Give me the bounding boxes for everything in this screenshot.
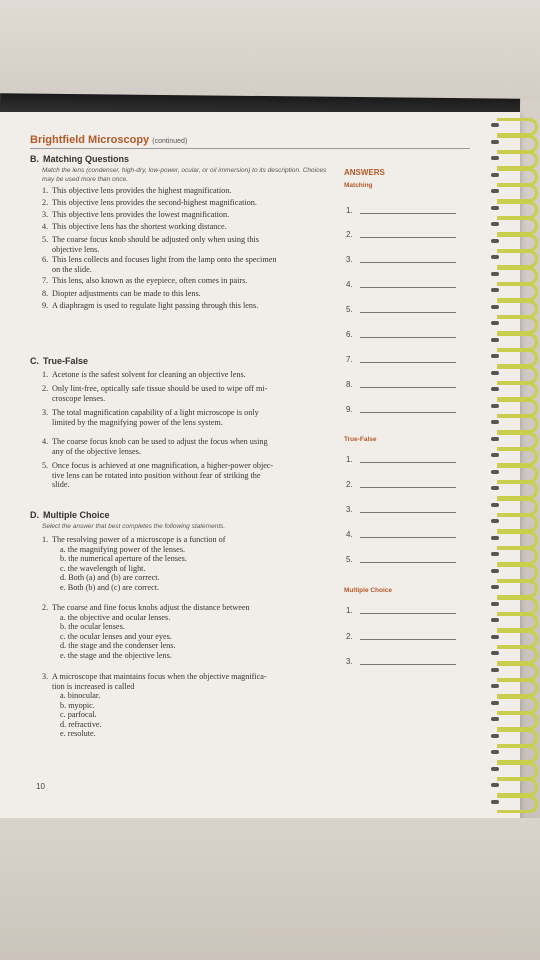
answer-underline[interactable] [360,412,456,413]
answers-heading: ANSWERS [344,168,385,177]
answer-option: c. the ocular lenses and your eyes. [60,631,172,641]
question-stem [42,603,338,613]
answer-number: 2. [346,632,353,641]
question-text: This objective lens provides the second-highest magnification. [52,198,257,207]
question-text: Only lint-free, optically safe tissue should be used to wipe off mi- [52,384,268,393]
answer-blank[interactable] [346,505,353,514]
answer-blank[interactable] [346,355,353,364]
spiral-coil [497,432,538,450]
matching-question [42,235,332,254]
question-text: Once focus is achieved at one magnification, a higher-power objec- [52,461,274,470]
question-line [42,245,332,255]
question-text: Acetone is the safest solvent for cleaning an objective lens. [52,370,246,379]
question-number: 6. [42,255,49,264]
spiral-binding [498,112,540,812]
question-line [42,471,334,481]
matching-question [42,276,332,286]
answer-option: d. refractive. [60,719,102,729]
spiral-coil [497,663,538,681]
multiple-choice-question [42,535,338,592]
question-number: 9. [42,301,49,310]
multiple-choice-question [42,672,338,739]
matching-question [42,186,332,196]
answer-number: 3. [346,657,353,666]
question-line [42,301,332,311]
spiral-coil [497,250,538,268]
question-text: The coarse focus knob can be used to adjust the focus when using [52,437,268,446]
answer-underline[interactable] [360,613,456,614]
question-text: This lens collects and focuses light from the lamp onto the specimen [52,255,277,264]
answer-number: 3. [346,255,353,264]
question-stem [42,682,338,692]
section-c-title: C. True-False [30,356,89,366]
answer-underline[interactable] [360,312,456,313]
question-number: 5. [42,461,49,470]
answer-option: a. the magnifying power of the lenses. [60,544,186,554]
answer-number: 3. [346,505,353,514]
spiral-coil [497,399,538,417]
answer-option: c. the wavelength of light. [60,563,146,573]
question-text: any of the objective lenses. [52,446,141,456]
header-subtitle: (continued) [152,138,188,145]
question-line [42,198,332,208]
answer-blank[interactable] [346,330,353,339]
answer-option: a. binocular. [60,691,101,700]
answer-underline[interactable] [360,487,456,488]
question-line [42,222,332,232]
spiral-coil [497,745,538,763]
matching-question [42,222,332,232]
spiral-coil [497,514,538,532]
section-b-instructions: Match the lens (condenser, high-dry, low-power, ocular, or oil immersion) to its description. Choices may be used more than once. [42,167,327,183]
question-text: A microscope that maintains focus when the objective magnifica- [52,672,267,681]
spiral-coil [497,151,538,169]
question-text: This objective lens provides the highest magnification. [52,186,232,195]
answer-blank[interactable] [346,405,353,414]
answer-blank[interactable] [346,230,353,239]
spiral-coil [497,696,538,714]
answer-number: 1. [346,455,353,464]
spiral-coil [497,712,538,730]
section-b-title: B. Matching Questions [30,154,130,164]
answer-blank[interactable] [346,255,353,264]
answer-underline[interactable] [360,362,456,363]
true-false-question [42,437,334,456]
answer-blank[interactable] [346,632,353,641]
spiral-coil [497,448,538,466]
answer-blank[interactable] [346,206,353,215]
spiral-coil [497,349,538,367]
answer-blank[interactable] [346,455,353,464]
question-line [42,408,334,418]
question-number: 2. [42,384,49,393]
question-line [42,447,334,457]
question-text: objective lens. [52,244,100,254]
answer-underline[interactable] [360,639,456,640]
spiral-coil [497,729,538,747]
page-header [30,134,187,146]
spiral-coil [497,613,538,631]
header-title: Brightfield Microscopy [30,134,150,146]
spiral-coil [497,465,538,483]
spiral-coil [497,300,538,318]
true-false-question [42,408,334,427]
answer-underline[interactable] [360,562,456,563]
question-number: 7. [42,276,49,285]
table-surface-top [0,0,540,100]
answer-option: e. the stage and the objective lens. [60,650,172,660]
question-line [42,289,332,299]
spiral-coil [497,564,538,582]
answer-blank[interactable] [346,305,353,314]
question-number: 2. [42,603,49,612]
question-text: croscope lenses. [52,393,106,403]
spiral-coil [497,630,538,648]
question-number: 2. [42,198,49,207]
question-number: 1. [42,370,49,379]
true-false-question [42,370,334,380]
question-line [42,480,334,490]
spiral-coil [497,201,538,219]
question-number: 3. [42,210,49,219]
answer-underline[interactable] [360,337,456,338]
question-line [42,418,334,428]
question-text: This lens, also known as the eyepiece, often comes in pairs. [52,276,248,285]
matching-question [42,210,332,220]
spiral-coil [497,646,538,664]
spiral-coil [497,415,538,433]
question-text: The resolving power of a microscope is a function of [52,535,226,544]
spiral-coil [497,366,538,384]
answer-blank[interactable] [346,657,353,666]
spiral-coil [497,597,538,615]
question-text: slide. [52,480,70,489]
question-text: tive lens can be rotated into position without fear of striking the [52,470,261,480]
answer-option: b. the numerical aperture of the lenses. [60,554,187,563]
answer-number: 5. [346,555,353,564]
answer-option: b. the ocular lenses. [60,622,125,631]
question-line [42,461,334,471]
spiral-coil [497,118,538,136]
answer-number: 5. [346,305,353,314]
spiral-coil [497,135,538,153]
spiral-coil [497,547,538,565]
question-line [42,186,332,196]
question-text: The total magnification capability of a light microscope is only [52,408,259,417]
section-d-title: D. Multiple Choice [30,510,110,520]
question-line [42,276,332,286]
section-d-instructions: Select the answer that best completes the following statements. [42,523,226,530]
question-number: 8. [42,289,49,298]
multiple-choice-question [42,603,338,660]
spiral-coil [497,234,538,252]
answer-option: e. resolute. [60,729,96,738]
question-line [42,265,332,275]
answer-underline[interactable] [360,237,456,238]
answer-number: 6. [346,330,353,339]
answer-number: 4. [346,530,353,539]
question-text: on the slide. [52,264,92,274]
answer-option: c. parfocal. [60,710,97,719]
question-line [42,394,334,404]
answers-tf-label: True-False [344,436,377,443]
answer-underline[interactable] [360,664,456,665]
table-surface-bottom [0,818,540,960]
answer-number: 1. [346,206,353,215]
answer-option: b. myopic. [60,700,95,710]
header-divider [30,148,470,149]
spiral-coil [497,778,538,796]
question-number: 4. [42,222,49,231]
answer-number: 8. [346,380,353,389]
spiral-coil [497,267,538,285]
spiral-coil [497,333,538,351]
answer-number: 7. [346,355,353,364]
answer-underline[interactable] [360,287,456,288]
answer-number: 2. [346,230,353,239]
spiral-coil [497,217,538,235]
spiral-coil [497,795,538,813]
question-text: A diaphragm is used to regulate light passing through this lens. [52,301,259,310]
question-number: 3. [42,672,49,681]
matching-question [42,301,332,311]
spiral-coil [497,762,538,780]
question-line [42,210,332,220]
matching-question [42,255,332,274]
spiral-coil [497,679,538,697]
answer-blank[interactable] [346,480,353,489]
answer-blank[interactable] [346,530,353,539]
answer-underline[interactable] [360,213,456,214]
question-line [42,255,332,265]
answer-number: 2. [346,480,353,489]
spiral-coil [497,382,538,400]
question-number: 1. [42,186,49,195]
question-line [42,370,334,380]
true-false-question [42,384,334,403]
matching-question [42,289,332,299]
question-line [42,437,334,447]
answer-option: d. Both (a) and (b) are correct. [60,573,160,582]
answer-underline[interactable] [360,537,456,538]
question-line [42,384,334,394]
question-stem [42,672,338,682]
answer-number: 9. [346,405,353,414]
question-text: tion is increased is called [52,681,135,691]
spiral-coil [497,531,538,549]
matching-question [42,198,332,208]
spiral-coil [497,481,538,499]
question-text: This objective lens provides the lowest magnification. [52,210,230,219]
answer-option: a. the objective and ocular lenses. [60,612,171,622]
question-text: This objective lens has the shortest working distance. [52,222,227,231]
question-number: 1. [42,535,49,544]
answer-option: e. Both (b) and (c) are correct. [60,582,160,592]
answer-blank[interactable] [346,606,353,615]
answer-underline[interactable] [360,462,456,463]
answer-blank[interactable] [346,380,353,389]
answer-blank[interactable] [346,280,353,289]
question-text: The coarse focus knob should be adjusted only when using this [52,235,259,244]
question-number: 4. [42,437,49,446]
page-number: 10 [36,782,45,791]
spiral-coil [497,184,538,202]
spiral-coil [497,316,538,334]
spiral-coil [497,580,538,598]
answer-underline[interactable] [360,512,456,513]
answers-mc-label: Multiple Choice [344,587,393,594]
true-false-question [42,461,334,490]
answer-underline[interactable] [360,387,456,388]
question-text: The coarse and fine focus knobs adjust the distance between [52,603,250,612]
spiral-coil [497,168,538,186]
answer-number: 4. [346,280,353,289]
answer-number: 1. [346,606,353,615]
spiral-coil [497,498,538,516]
answers-matching-label: Matching [344,182,373,189]
spiral-coil [497,283,538,301]
answer-blank[interactable] [346,555,353,564]
question-line [42,235,332,245]
question-number: 5. [42,235,49,244]
question-text: Diopter adjustments can be made to this lens. [52,289,201,298]
answer-underline[interactable] [360,262,456,263]
answer-option: d. the stage and the condenser lens. [60,641,176,650]
question-number: 3. [42,408,49,417]
question-stem [42,535,338,545]
question-text: limited by the magnifying power of the lens system. [52,417,223,427]
